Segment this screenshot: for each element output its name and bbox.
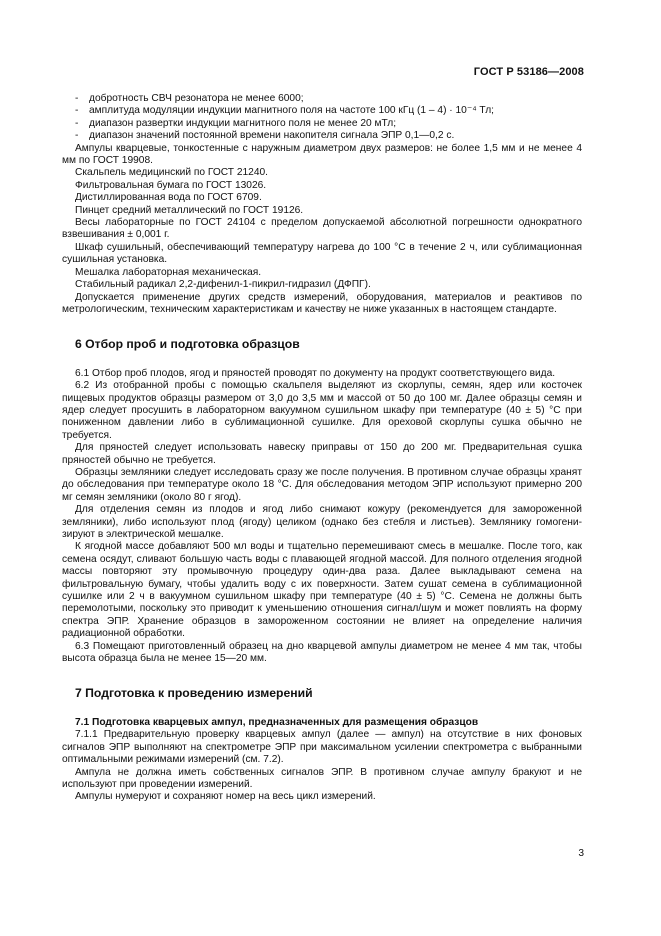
page-number: 3 [578,848,584,859]
paragraph: Скальпель медицинский по ГОСТ 21240. [75,167,268,179]
paragraph: Дистиллированная вода по ГОСТ 6709. [75,192,262,204]
paragraph: Для отделения семян из плодов и ягод либо снимают кожуру (рекомендуется для замороженной земляники), либо используют плод (ягоду) целиком (однако без стебля и листьев). Землянику гомогенизируют в электрической мешалке. [62,504,582,540]
paragraph: Мешалка лабораторная механическая. [75,266,262,278]
section-heading: 6 Отбор проб и подготовка образцов [75,337,300,352]
paragraph: Для пряностей следует использовать навеску приправы от 150 до 200 мг. Предварительная сушка пряностей обычно не требуется. [62,442,582,466]
paragraph: Пинцет средний металлический по ГОСТ 19126. [75,204,304,216]
subsection-heading: 7.1 Подготовка кварцевых ампул, предназначенных для размещения образцов [75,716,479,728]
paragraph: Весы лабораторные по ГОСТ 24104 с пределом допускаемой абсолютной погрешности однократного взвешивания ± 0,001 г. [62,217,582,241]
dash-marker: - [75,130,79,142]
paragraph: Ампула не должна иметь собственных сигналов ЭПР. В противном случае ампулу бракуют и не используют при проведении измерений. [62,766,582,790]
paragraph: Ампулы кварцевые, тонкостенные с наружным диаметром двух размеров: не более 1,5 мм и не менее 4 мм по ГОСТ 19908. [62,142,582,167]
dash-marker: - [75,93,79,104]
paragraph: Образцы земляники следует исследовать сразу же после получения. В противном случае образцы хранят до обследования при температуре около 18 °С. Для обследования методом ЭПР используют примерно 200 мг семян земляники (около 80 г ягод). [62,466,582,503]
paragraph: 6.3 Помещают приготовленный образец на дно кварцевой ампулы диаметром не менее 4 мм так, чтобы высота образца была не менее 15—20 мм. [62,640,582,665]
section-6-body [62,368,582,666]
list-item: - амплитуда модуляции индукции магнитного поля на частоте 100 кГц (1 – 4) · 10⁻⁴ Тл; [75,105,494,117]
bullet-list [62,93,582,143]
paragraph: К ягодной массе добавляют 500 мл воды и тщательно перемешивают смесь в мешалке. После того, как семена осядут, сливают большую часть воды с плавающей ягодной массой. Для полного отделения ягодной массы повторяют эту промывочную процедуру один-два раза. Далее выкладывают семена на фильтровальную бумагу, чтобы удалить воду с их поверхности. Затем сушат семена в сублимационной сушилке или 2 ч в вакуумном сушильном шкафу при температуре (40 ± 5) °С. Семена не должны быть перемолотыми, поскольку это приводит к уменьшению отношения сигнал/шум и может повлиять на форму спектра ЭПР. Хранение образцов в замороженном состоянии не влияет на определение наличия радиационной обработки. [62,541,582,640]
paragraph: Стабильный радикал 2,2-дифенил-1-пикрил-гидразил (ДФПГ). [75,279,371,291]
equipment-list [62,143,582,317]
section-heading: 7 Подготовка к проведению измерений [75,686,313,701]
list-item: - добротность СВЧ резонатора не менее 6000; [75,93,304,104]
paragraph: 6.2 Из отобранной пробы с помощью скальпеля выделяют из скорлупы, семян, ядер или косточек пищевых продуктов образцы размером от 3,0 до 3,5 мм и массой от 50 до 100 мг. Далее образцы семян и ядер следует просушить в лабораторном вакуумном сушильном шкафу при температуре (40 ± 5) °С при пониженном давлении либо в сублимационной сушилке. Для ореховой скорлупы сушка обычно не требуется. [62,380,582,441]
paragraph: Шкаф сушильный, обеспечивающий температуру нагрева до 100 °С в течение 2 ч, или сублимационная сушильная установка. [62,241,582,266]
page-content [62,93,582,804]
dash-marker: - [75,105,79,117]
list-item: - диапазон значений постоянной времени накопителя сигнала ЭПР 0,1—0,2 с. [75,130,455,142]
paragraph: Допускается применение других средств измерений, оборудования, материалов и реактивов по метрологическим, техническим характеристикам и качеству не ниже указанных в настоящем стандарте. [62,291,582,315]
dash-marker: - [75,117,79,129]
document-header: ГОСТ Р 53186—2008 [473,66,584,78]
paragraph: 6.1 Отбор проб плодов, ягод и пряностей проводят по документу на продукт соответствующего вида. [75,367,556,379]
paragraph: Фильтровальная бумага по ГОСТ 13026. [75,179,267,191]
paragraph: 7.1.1 Предварительную проверку кварцевых ампул (далее — ампул) на отсутствие в них фоновых сигналов ЭПР выполняют на спектрометре ЭПР при максимальном усилении спектрометра с выбранными оптимальными режимами измерений (см. 7.2). [62,729,582,766]
paragraph: Ампулы нумеруют и сохраняют номер на весь цикл измерений. [75,791,376,803]
list-item: - диапазон развертки индукции магнитного поля не менее 20 мТл; [75,117,397,129]
section-7-body [62,729,582,803]
